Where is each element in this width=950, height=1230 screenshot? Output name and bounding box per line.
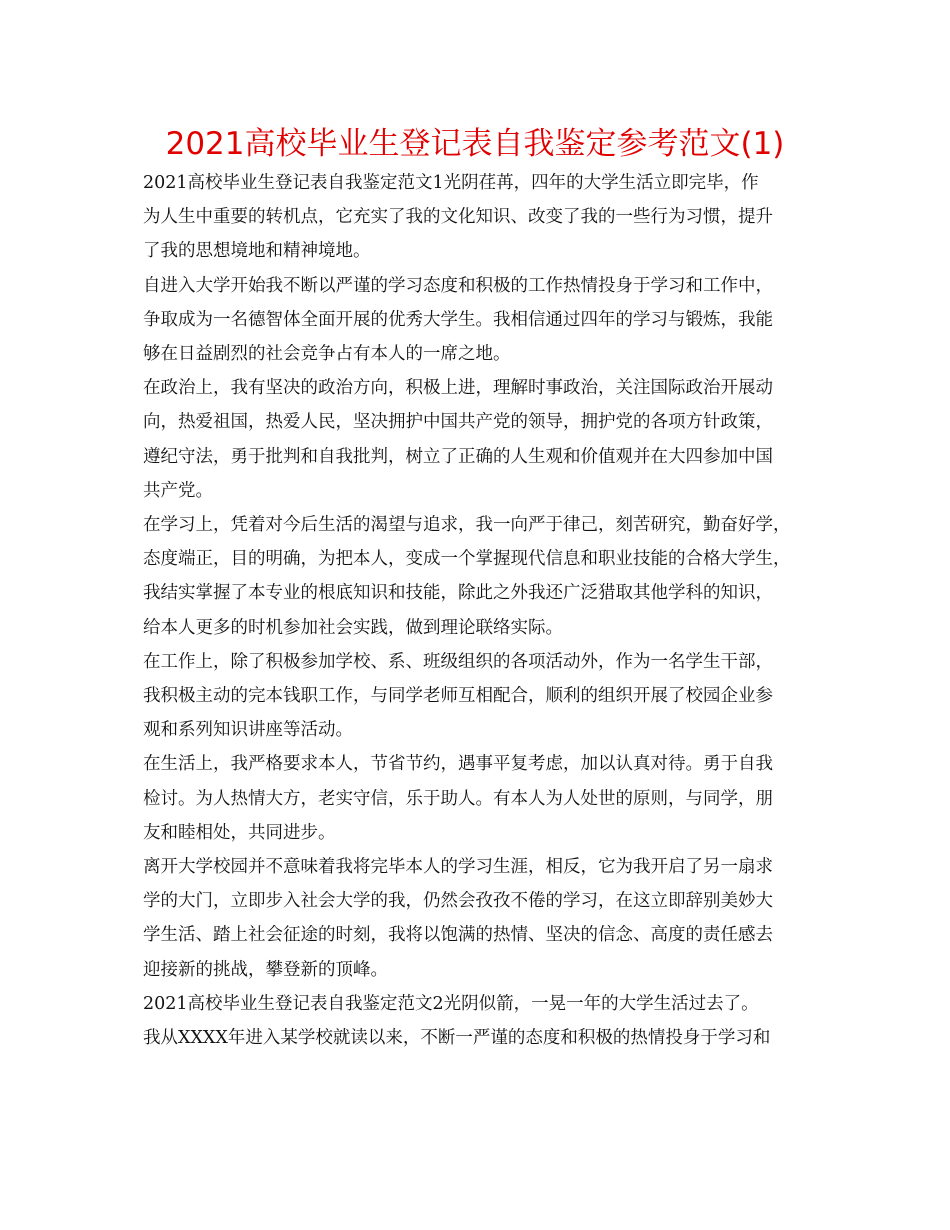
text-line: 我结实掌握了本专业的根底知识和技能，除此之外我还广泛猎取其他学科的知识， [143,583,773,604]
text-line: 为人生中重要的转机点，它充实了我的文化知识、改变了我的一些行为习惯，提升 [143,207,773,228]
paragraph [143,371,813,508]
text-line: 共产党。 [143,480,213,501]
text-line: 迎接新的挑战，攀登新的顶峰。 [143,959,388,980]
text-line: 友和睦相处，共同进步。 [143,822,336,843]
text-line: 遵纪守法，勇于批判和自我批判，树立了正确的人生观和价值观并在大四参加中国 [143,446,773,467]
text-line: 2021高校毕业生登记表自我鉴定范文2光阴似箭，一晃一年的大学生活过去了。 [143,993,759,1014]
paragraph [143,269,813,372]
text-line: 给本人更多的时机参加社会实践，做到理论联络实际。 [143,617,563,638]
document-body [143,166,813,1055]
text-line: 我积极主动的完本钱职工作，与同学老师互相配合，顺利的组织开展了校园企业参 [143,686,773,707]
text-line: 观和系列知识讲座等活动。 [143,720,353,741]
text-line: 够在日益剧烈的社会竞争占有本人的一席之地。 [143,344,511,365]
document-title: 2021高校毕业生登记表自我鉴定参考范文(1) [165,126,785,162]
text-line: 检讨。为人热情大方，老实守信，乐于助人。有本人为人处世的原则，与同学，朋 [143,788,773,809]
text-line: 在工作上，除了积极参加学校、系、班级组织的各项活动外，作为一名学生干部， [143,651,773,672]
text-line: 我从XXXX年进入某学校就读以来，不断一严谨的态度和积极的热情投身于学习和 [143,1028,771,1049]
text-line: 学生活、踏上社会征途的时刻，我将以饱满的热情、坚决的信念、高度的责任感去 [143,925,773,946]
text-line: 在生活上，我严格要求本人，节省节约，遇事平复考虑，加以认真对待。勇于自我 [143,754,773,775]
text-line: 学的大门，立即步入社会大学的我，仍然会孜孜不倦的学习，在这立即辞别美妙大 [143,891,773,912]
paragraph [143,987,813,1055]
text-line: 2021高校毕业生登记表自我鉴定范文1光阴荏苒，四年的大学生活立即完毕，作 [143,173,759,193]
text-line: 离开大学校园并不意味着我将完毕本人的学习生涯，相反，它为我开启了另一扇求 [143,857,773,878]
text-line: 向，热爱祖国，热爱人民，坚决拥护中国共产党的领导，拥护党的各项方针政策， [143,412,773,433]
paragraph [143,747,813,850]
text-line: 态度端正，目的明确，为把本人，变成一个掌握现代信息和职业技能的合格大学生， [143,549,791,570]
text-line: 在政治上，我有坚决的政治方向，积极上进，理解时事政治，关注国际政治开展动 [143,378,773,399]
paragraph [143,645,813,748]
paragraph [143,166,813,269]
paragraph [143,850,813,987]
text-line: 在学习上，凭着对今后生活的渴望与追求，我一向严于律己，刻苦研究，勤奋好学， [143,515,791,536]
paragraph [143,508,813,645]
text-line: 自进入大学开始我不断以严谨的学习态度和积极的工作热情投身于学习和工作中， [143,275,773,296]
text-line: 争取成为一名德智体全面开展的优秀大学生。我相信通过四年的学习与锻炼，我能 [143,309,773,330]
text-line: 了我的思想境地和精神境地。 [143,241,371,262]
